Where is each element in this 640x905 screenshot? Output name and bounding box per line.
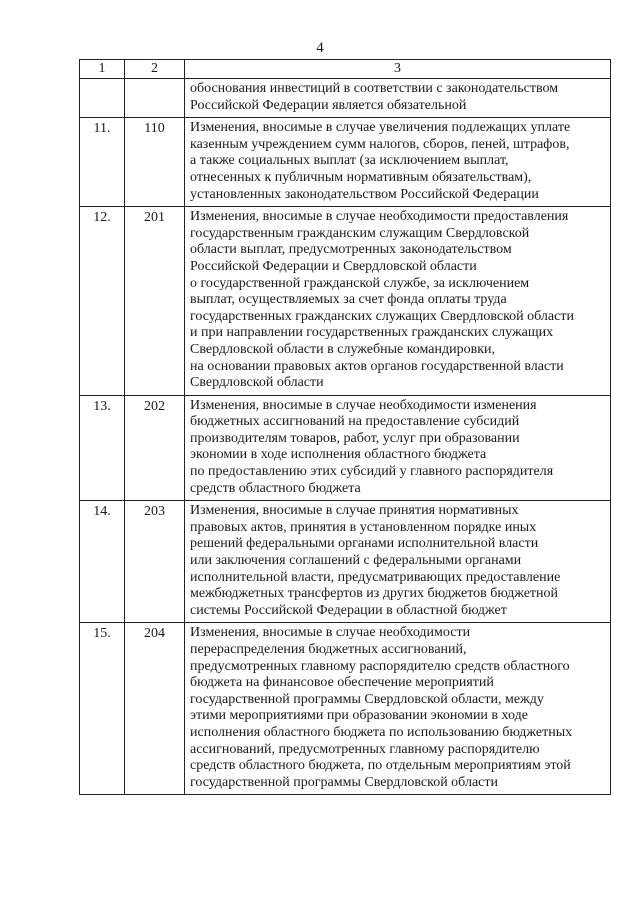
table-header-row bbox=[80, 60, 611, 79]
description-line: области выплат, предусмотренных законодательством bbox=[190, 242, 512, 258]
row-code bbox=[125, 79, 185, 118]
description-line: обоснования инвестиций в соответствии с законодательством bbox=[190, 81, 559, 96]
description-line: правовых актов, принятия в установленном порядке иных bbox=[190, 519, 537, 535]
description-line: государственной программы Свердловской области, между bbox=[190, 691, 544, 707]
description-line: средств областного бюджета, по отдельным мероприятиям этой bbox=[190, 758, 571, 774]
row-description bbox=[185, 79, 611, 118]
row-code: 203 bbox=[125, 501, 185, 623]
row-number: 12. bbox=[80, 207, 125, 396]
row-code: 201 bbox=[125, 207, 185, 396]
description-line: Изменения, вносимые в случае увеличения подлежащих уплате bbox=[190, 120, 571, 136]
description-line: установленных законодательством Российской Федерации bbox=[190, 186, 539, 202]
description-line: Изменения, вносимые в случае необходимости bbox=[190, 625, 471, 641]
table-row bbox=[80, 501, 611, 623]
table-row bbox=[80, 623, 611, 795]
description-line: межбюджетных трансфертов из других бюджетов бюджетной bbox=[190, 586, 559, 602]
description-line: Изменения, вносимые в случае необходимости предоставления bbox=[190, 209, 569, 225]
description-line: о государственной гражданской службе, за исключением bbox=[190, 275, 530, 291]
description-line: экономии в ходе исполнения областного бюджета bbox=[190, 447, 487, 463]
row-number: 13. bbox=[80, 395, 125, 501]
description-line: перераспределения бюджетных ассигнований, bbox=[190, 642, 467, 657]
description-line: этими мероприятиями при образовании экономии в ходе bbox=[190, 708, 528, 724]
description-line: государственных гражданских служащих Свердловской области bbox=[190, 308, 574, 324]
row-number: 14. bbox=[80, 501, 125, 623]
description-line: системы Российской Федерации в областной бюджет bbox=[190, 602, 507, 618]
description-line: бюджета на финансовое обеспечение мероприятий bbox=[190, 675, 494, 691]
row-code: 204 bbox=[125, 623, 185, 795]
description-line: Российской Федерации является обязательной bbox=[190, 97, 467, 113]
description-line: Изменения, вносимые в случае принятия нормативных bbox=[190, 503, 519, 519]
description-line: отнесенных к публичным нормативным обязательствам), bbox=[190, 169, 532, 185]
description-line: исполнения областного бюджета по использованию бюджетных bbox=[190, 724, 573, 740]
table-row bbox=[80, 118, 611, 207]
description-line: решений федеральными органами исполнительной власти bbox=[190, 536, 539, 552]
description-line: средств областного бюджета bbox=[190, 480, 361, 496]
row-number bbox=[80, 79, 125, 118]
row-description bbox=[185, 395, 611, 501]
description-line: государственной программы Свердловской области bbox=[190, 774, 498, 790]
description-line: по предоставлению этих субсидий у главного распорядителя bbox=[190, 464, 554, 480]
table-row bbox=[80, 79, 611, 118]
description-line: и при направлении государственных гражданских служащих bbox=[190, 325, 554, 341]
table-row bbox=[80, 395, 611, 501]
header-col-3: 3 bbox=[185, 60, 611, 79]
description-line: Свердловской области bbox=[190, 375, 324, 391]
header-col-2: 2 bbox=[125, 60, 185, 79]
table-row bbox=[80, 207, 611, 396]
description-line: Свердловской области в служебные командировки, bbox=[190, 341, 496, 357]
description-line: выплат, осуществляемых за счет фонда оплаты труда bbox=[190, 292, 507, 308]
row-description bbox=[185, 207, 611, 396]
description-line: государственным гражданским служащим Свердловской bbox=[190, 225, 530, 241]
description-line: а также социальных выплат (за исключением выплат, bbox=[190, 153, 509, 169]
row-code: 110 bbox=[125, 118, 185, 207]
header-col-1: 1 bbox=[80, 60, 125, 79]
description-line: предусмотренных главному распорядителю средств областного bbox=[190, 658, 570, 674]
row-description bbox=[185, 501, 611, 623]
row-description bbox=[185, 623, 611, 795]
description-line: бюджетных ассигнований на предоставление субсидий bbox=[190, 414, 520, 430]
description-line: Российской Федерации и Свердловской области bbox=[190, 258, 477, 274]
row-description bbox=[185, 118, 611, 207]
description-line: ассигнований, предусмотренных главному распорядителю bbox=[190, 741, 540, 757]
description-line: исполнительной власти, предусматривающих предоставление bbox=[190, 569, 561, 585]
page-number: 4 bbox=[316, 40, 324, 56]
row-number: 15. bbox=[80, 623, 125, 795]
row-code: 202 bbox=[125, 395, 185, 501]
row-number: 11. bbox=[80, 118, 125, 207]
description-line: производителям товаров, работ, услуг при образовании bbox=[190, 430, 520, 446]
description-line: Изменения, вносимые в случае необходимости изменения bbox=[190, 397, 537, 413]
budget-changes-table bbox=[79, 59, 611, 795]
description-line: или заключения соглашений с федеральными органами bbox=[190, 553, 522, 569]
description-line: на основании правовых актов органов государственной власти bbox=[190, 358, 564, 374]
description-line: казенным учреждением сумм налогов, сборов, пеней, штрафов, bbox=[190, 136, 570, 152]
